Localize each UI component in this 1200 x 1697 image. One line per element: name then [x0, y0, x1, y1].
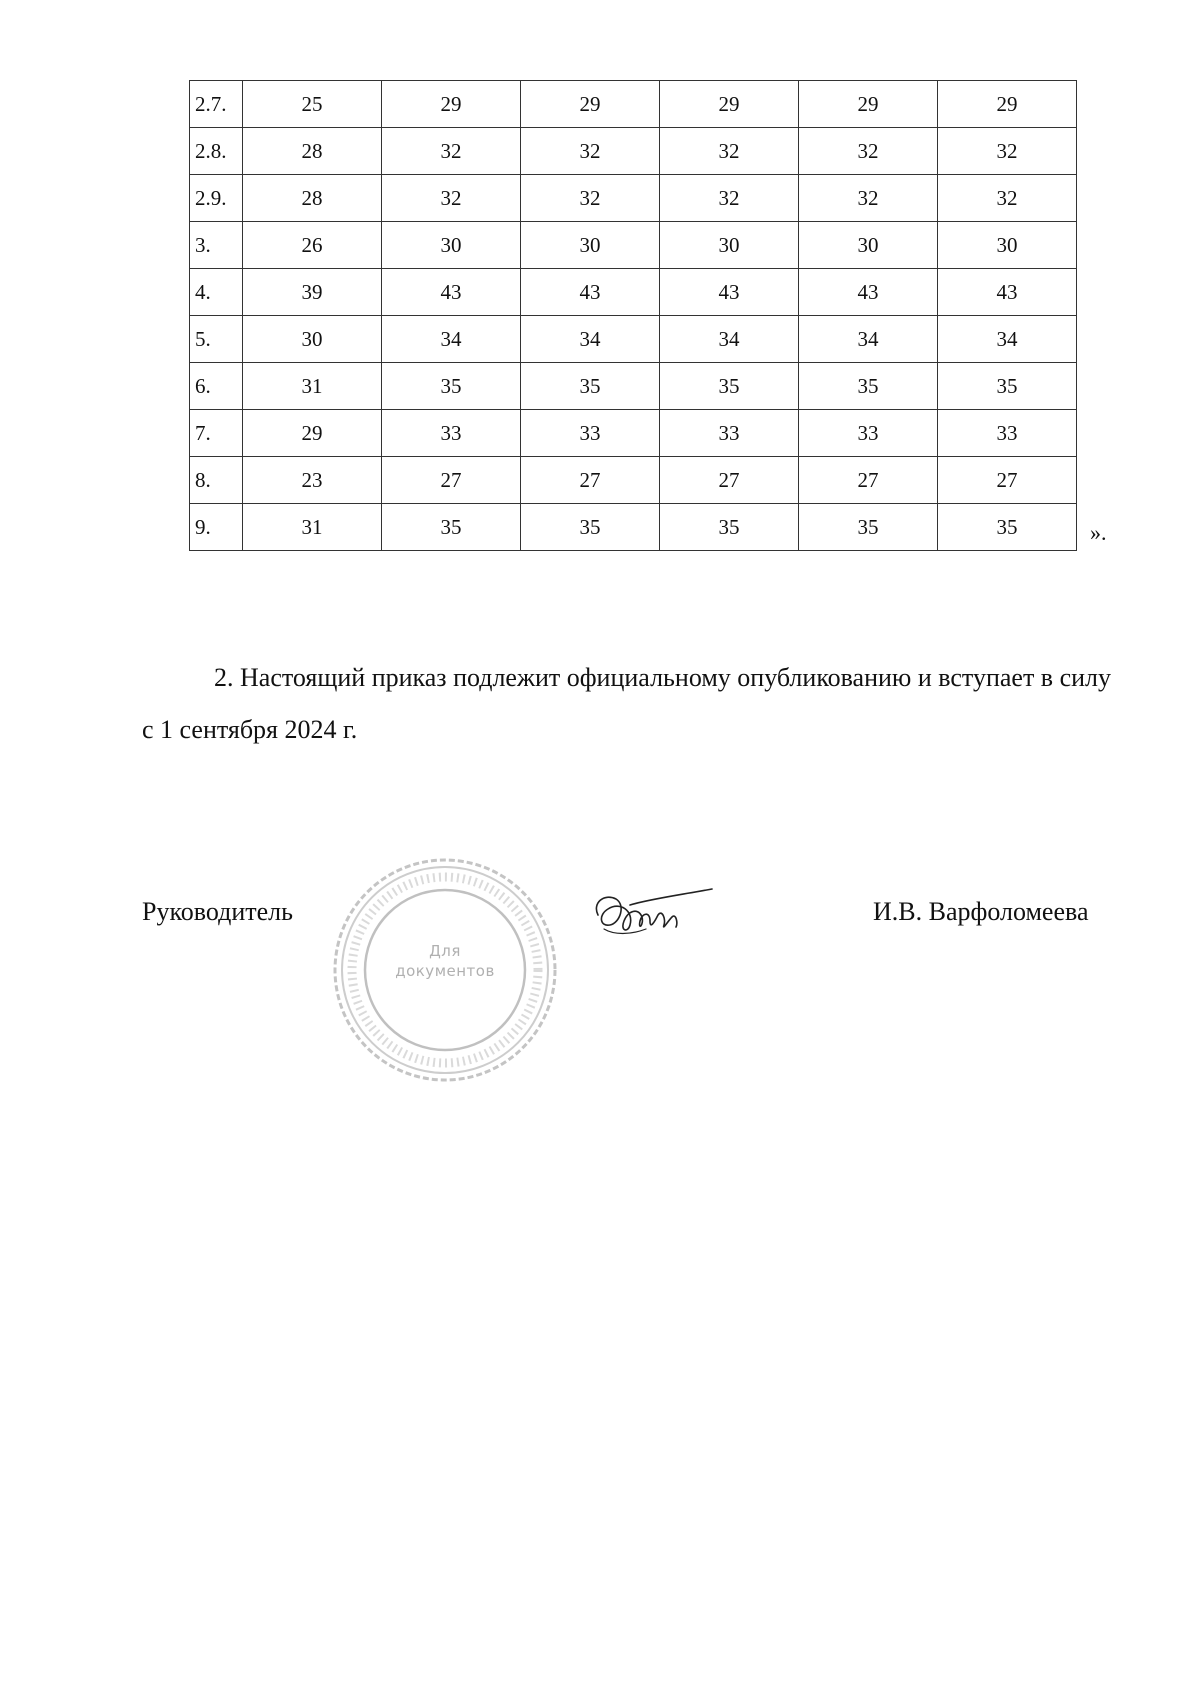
- stamp-text-line1: Для: [429, 942, 461, 960]
- value-cell: 34: [382, 316, 521, 363]
- value-cell: 31: [243, 363, 382, 410]
- row-number-cell: 6.: [190, 363, 243, 410]
- value-cell: 35: [938, 504, 1077, 551]
- value-cell: 27: [382, 457, 521, 504]
- value-cell: 29: [382, 81, 521, 128]
- value-cell: 35: [521, 363, 660, 410]
- value-cell: 35: [799, 363, 938, 410]
- table-row: [190, 504, 1077, 551]
- value-cell: 27: [938, 457, 1077, 504]
- table-row: [190, 222, 1077, 269]
- stamp-seal: [330, 855, 560, 1085]
- signatory-role: Руководитель: [142, 897, 293, 926]
- signatory-name: И.В. Варфоломеева: [873, 897, 1089, 926]
- row-number-cell: 2.9.: [190, 175, 243, 222]
- value-cell: 31: [243, 504, 382, 551]
- row-number-cell: 2.8.: [190, 128, 243, 175]
- value-cell: 29: [660, 81, 799, 128]
- value-cell: 29: [521, 81, 660, 128]
- value-cell: 35: [382, 363, 521, 410]
- row-number-cell: 7.: [190, 410, 243, 457]
- row-number-cell: 9.: [190, 504, 243, 551]
- value-cell: 30: [243, 316, 382, 363]
- table-row: [190, 128, 1077, 175]
- value-cell: 34: [521, 316, 660, 363]
- table-row: [190, 457, 1077, 504]
- value-cell: 43: [521, 269, 660, 316]
- table-row: [190, 175, 1077, 222]
- value-cell: 32: [521, 175, 660, 222]
- value-cell: 27: [521, 457, 660, 504]
- value-cell: 33: [938, 410, 1077, 457]
- value-cell: 32: [799, 175, 938, 222]
- value-cell: 30: [521, 222, 660, 269]
- value-cell: 35: [938, 363, 1077, 410]
- value-cell: 29: [799, 81, 938, 128]
- value-cell: 33: [799, 410, 938, 457]
- stamp-text-line2: документов: [395, 962, 495, 980]
- value-cell: 32: [382, 175, 521, 222]
- value-cell: 35: [382, 504, 521, 551]
- value-cell: 33: [521, 410, 660, 457]
- order-paragraph: 2. Настоящий приказ подлежит официальному опубликованию и вступает в силу с 1 сентября 2024 г.: [142, 663, 1112, 744]
- value-cell: 30: [382, 222, 521, 269]
- closing-quote: ».: [1090, 520, 1107, 545]
- value-cell: 43: [799, 269, 938, 316]
- value-cell: 28: [243, 175, 382, 222]
- value-cell: 35: [660, 504, 799, 551]
- value-cell: 43: [938, 269, 1077, 316]
- value-cell: 32: [660, 128, 799, 175]
- row-number-cell: 5.: [190, 316, 243, 363]
- value-cell: 32: [382, 128, 521, 175]
- value-cell: 35: [521, 504, 660, 551]
- value-cell: 43: [382, 269, 521, 316]
- value-cell: 26: [243, 222, 382, 269]
- value-cell: 30: [660, 222, 799, 269]
- value-cell: 27: [660, 457, 799, 504]
- rates-table: [189, 80, 1077, 551]
- value-cell: 33: [382, 410, 521, 457]
- value-cell: 32: [660, 175, 799, 222]
- row-number-cell: 8.: [190, 457, 243, 504]
- handwritten-signature: [590, 885, 715, 945]
- row-number-cell: 2.7.: [190, 81, 243, 128]
- value-cell: 43: [660, 269, 799, 316]
- value-cell: 32: [799, 128, 938, 175]
- row-number-cell: 3.: [190, 222, 243, 269]
- value-cell: 23: [243, 457, 382, 504]
- rates-table-body: [190, 81, 1077, 551]
- table-row: [190, 410, 1077, 457]
- value-cell: 39: [243, 269, 382, 316]
- value-cell: 30: [799, 222, 938, 269]
- stamp-inner-text: [330, 941, 560, 981]
- value-cell: 30: [938, 222, 1077, 269]
- value-cell: 34: [660, 316, 799, 363]
- value-cell: 32: [521, 128, 660, 175]
- value-cell: 35: [660, 363, 799, 410]
- value-cell: 29: [938, 81, 1077, 128]
- value-cell: 27: [799, 457, 938, 504]
- row-number-cell: 4.: [190, 269, 243, 316]
- value-cell: 34: [799, 316, 938, 363]
- value-cell: 25: [243, 81, 382, 128]
- value-cell: 32: [938, 128, 1077, 175]
- value-cell: 33: [660, 410, 799, 457]
- table-row: [190, 363, 1077, 410]
- table-row: [190, 81, 1077, 128]
- value-cell: 34: [938, 316, 1077, 363]
- value-cell: 35: [799, 504, 938, 551]
- table-row: [190, 269, 1077, 316]
- value-cell: 32: [938, 175, 1077, 222]
- value-cell: 29: [243, 410, 382, 457]
- table-row: [190, 316, 1077, 363]
- value-cell: 28: [243, 128, 382, 175]
